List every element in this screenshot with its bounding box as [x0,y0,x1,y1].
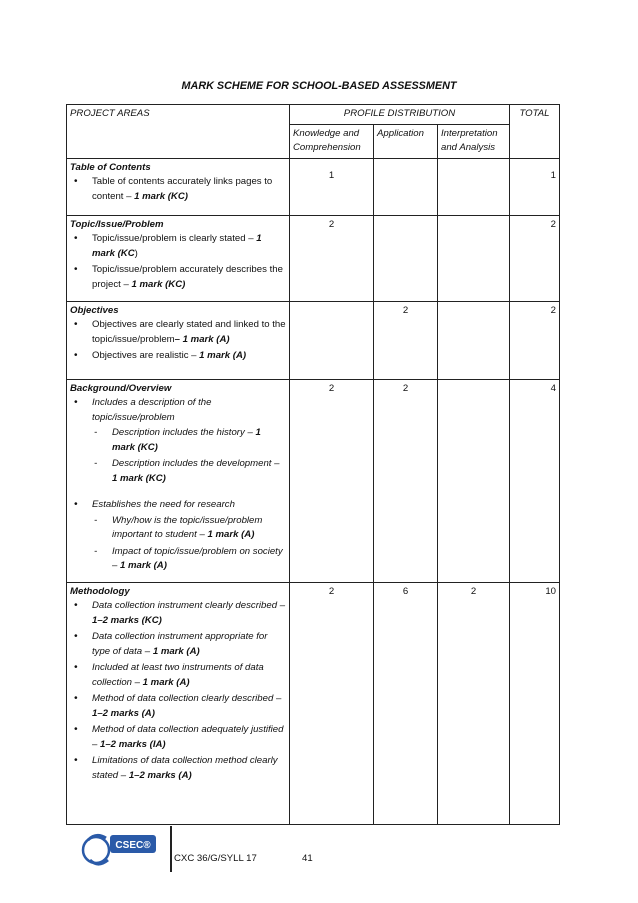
criterion-item: • Includes a description of the topic/issue/problem - Description includes the history – 1 mark (KC) - Description includes the development – 1 mark (KC) [70,396,286,486]
svg-text:CSEC®: CSEC® [115,840,151,851]
sub-criterion-item: - Description includes the history – 1 mark (KC) [92,426,286,455]
total-score: 4 [510,379,560,582]
syllabus-code: CXC 36/G/SYLL 17 [174,853,257,864]
cxc-csec-logo [80,826,160,872]
header-kc: Knowledge and Comprehension [290,124,374,158]
header-ia: Interpretation and Analysis [438,124,510,158]
kc-score [290,301,374,379]
application-score: 6 [374,582,438,824]
header-total: TOTAL [510,105,560,159]
project-area-cell [67,158,290,215]
project-area-cell [67,379,290,582]
ia-score: 2 [438,582,510,824]
footer-divider [170,826,172,872]
kc-score: 1 [290,158,374,215]
criterion-item: • Included at least two instruments of data collection – 1 mark (A) [70,661,286,690]
header-row-1 [67,105,560,125]
project-area-cell [67,582,290,824]
table-row [67,158,560,215]
application-score: 2 [374,301,438,379]
ia-score [438,158,510,215]
area-title: Topic/Issue/Problem [70,218,164,230]
criterion-item: • Method of data collection clearly described – 1–2 marks (A) [70,692,286,721]
sub-criterion-item: - Impact of topic/issue/problem on society – 1 mark (A) [92,545,286,574]
criterion-item: • Table of contents accurately links pages to content – 1 mark (KC) [70,175,286,204]
ia-score [438,379,510,582]
total-score: 10 [510,582,560,824]
sub-criterion-item: - Why/how is the topic/issue/problem important to student – 1 mark (A) [92,514,286,543]
mark-scheme-table [66,104,560,825]
area-title: Background/Overview [70,382,172,394]
page-footer [80,826,380,876]
total-score: 1 [510,158,560,215]
criterion-item: • Objectives are clearly stated and linked to the topic/issue/problem– 1 mark (A) [70,318,286,347]
criterion-item: • Data collection instrument appropriate for type of data – 1 mark (A) [70,630,286,659]
kc-score: 2 [290,582,374,824]
criterion-item: • Data collection instrument clearly described – 1–2 marks (KC) [70,599,286,628]
table-row [67,301,560,379]
criterion-item: • Topic/issue/problem is clearly stated – 1 mark (KC) [70,232,286,261]
table-row [67,215,560,301]
area-title: Objectives [70,304,119,316]
application-score [374,158,438,215]
ia-score [438,301,510,379]
sub-criterion-item: - Description includes the development – 1 mark (KC) [92,457,286,486]
page-title: MARK SCHEME FOR SCHOOL-BASED ASSESSMENT [181,80,457,92]
kc-score: 2 [290,379,374,582]
area-title: Table of Contents [70,161,151,173]
header-profile-distribution: PROFILE DISTRIBUTION [290,105,510,125]
ia-score [438,215,510,301]
criterion-item: • Establishes the need for research - Why/how is the topic/issue/problem important to student – 1 mark (A) - Impact of topic/issue/problem on society – 1 mark (A) [70,498,286,574]
project-area-cell [67,215,290,301]
header-application: Application [374,124,438,158]
criterion-item: • Limitations of data collection method clearly stated – 1–2 marks (A) [70,754,286,783]
application-score: 2 [374,379,438,582]
area-title: Methodology [70,585,130,597]
header-project-areas: PROJECT AREAS [67,105,290,159]
kc-score: 2 [290,215,374,301]
application-score [374,215,438,301]
total-score: 2 [510,301,560,379]
criterion-item: • Topic/issue/problem accurately describes the project – 1 mark (KC) [70,263,286,292]
page-number: 41 [302,853,313,864]
criterion-item: • Objectives are realistic – 1 mark (A) [70,349,286,364]
table-row [67,582,560,824]
total-score: 2 [510,215,560,301]
criterion-item: • Method of data collection adequately justified – 1–2 marks (IA) [70,723,286,752]
project-area-cell [67,301,290,379]
table-row [67,379,560,582]
